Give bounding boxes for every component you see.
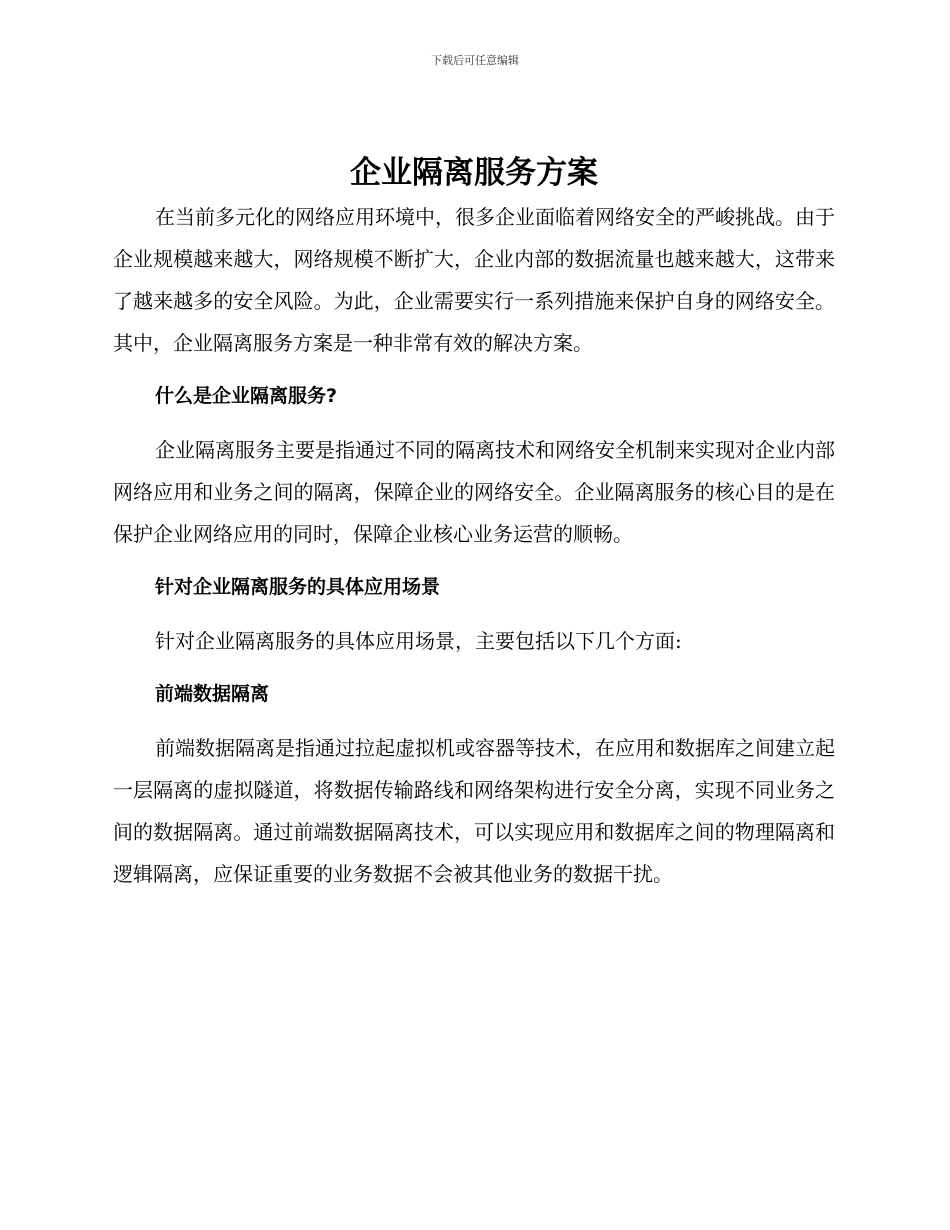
document-title: 企业隔离服务方案 bbox=[350, 155, 598, 191]
spacer bbox=[113, 417, 835, 429]
section-heading-what-is: 什么是企业隔离服务? bbox=[155, 385, 338, 407]
spacer bbox=[113, 608, 835, 620]
section-heading-scenarios: 针对企业隔离服务的具体应用场景 bbox=[155, 576, 441, 598]
spacer bbox=[113, 555, 835, 566]
section-paragraph-frontend-isolation: 前端数据隔离是指通过拉起虚拟机或容器等技术，在应用和数据库之间建立起一层隔离的虚拟隧道，将数据传输路线和网络架构进行安全分离，实现不同业务之间的数据隔离。通过前端数据隔离技术，可以实现应用和数据库之间的物理隔离和逻辑隔离，应保证重要的业务数据不会被其他业务的数据干扰。 bbox=[113, 736, 835, 886]
header-note: 下载后可任意编辑 bbox=[431, 54, 519, 67]
section-paragraph-scenarios: 针对企业隔离服务的具体应用场景，主要包括以下几个方面: bbox=[155, 629, 682, 653]
document-body bbox=[113, 150, 835, 895]
section-heading-frontend-isolation: 前端数据隔离 bbox=[155, 683, 270, 705]
spacer bbox=[113, 364, 835, 375]
section-paragraph-what-is: 企业隔离服务主要是指通过不同的隔离技术和网络安全机制来实现对企业内部网络应用和业务之间的隔离，保障企业的网络安全。企业隔离服务的核心目的是在保护企业网络应用的同时，保障企业核心业务运营的顺畅。 bbox=[113, 438, 835, 546]
spacer bbox=[113, 715, 835, 727]
intro-paragraph: 在当前多元化的网络应用环境中，很多企业面临着网络安全的严峻挑战。由于企业规模越来越大，网络规模不断扩大，企业内部的数据流量也越来越大，这带来了越来越多的安全风险。为此，企业需要实行一系列措施来保护自身的网络安全。其中，企业隔离服务方案是一种非常有效的解决方案。 bbox=[113, 205, 835, 355]
spacer bbox=[113, 662, 835, 673]
